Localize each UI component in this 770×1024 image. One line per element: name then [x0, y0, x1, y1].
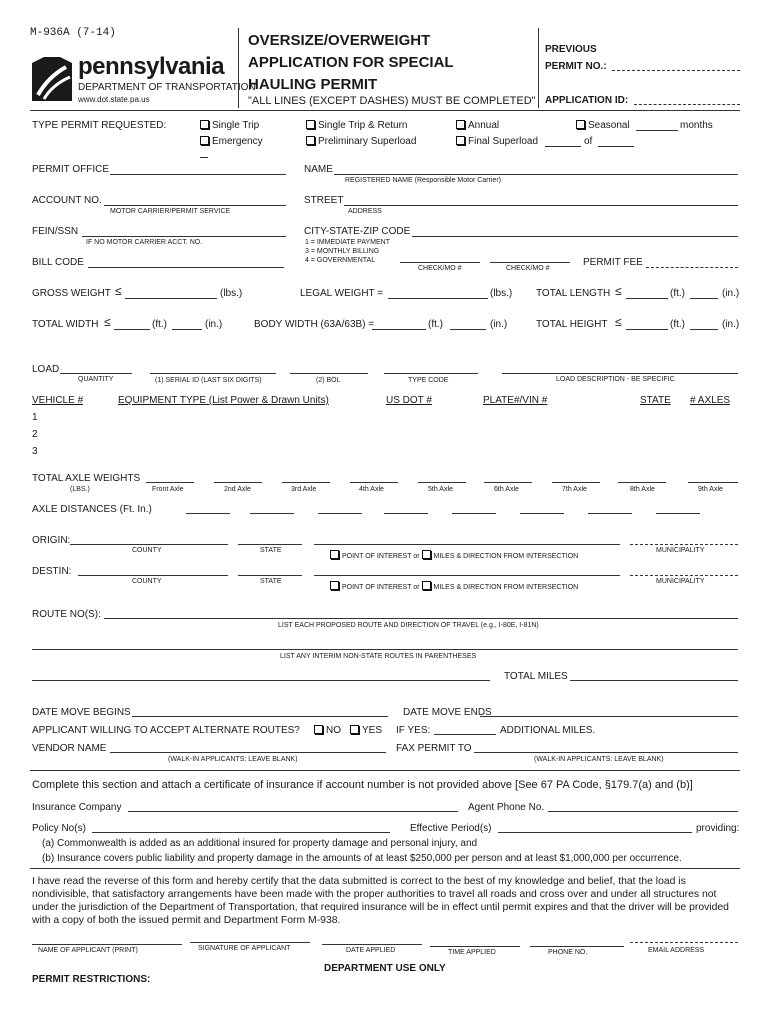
legal-weight-label: LEGAL WEIGHT =: [300, 288, 384, 299]
alternate-yes-checkbox[interactable]: [350, 725, 359, 734]
total-height-label: TOTAL HEIGHT: [536, 319, 608, 330]
providing-label: providing:: [696, 823, 740, 834]
policy-label: Policy No(s): [32, 823, 86, 834]
origin-municipality-field[interactable]: [630, 544, 738, 545]
if-no-account-hint: IF NO MOTOR CARRIER ACCT. NO.: [86, 239, 203, 246]
total-length-label: TOTAL LENGTH: [536, 288, 611, 299]
final-superload-field[interactable]: [545, 146, 581, 147]
destin-label: DESTIN:: [32, 566, 72, 577]
axle-label-8th: 8th Axle: [630, 486, 655, 493]
vehicle-row-1: 1: [32, 412, 38, 423]
axle-weight-field[interactable]: [214, 482, 262, 483]
insurance-bottom-rule: [30, 868, 740, 869]
type-code-field[interactable]: [384, 373, 478, 374]
single-trip-return-checkbox[interactable]: [306, 120, 315, 129]
signature-field[interactable]: [190, 942, 310, 943]
quantity-hint: QUANTITY: [78, 376, 114, 383]
vehicle-row-3: 3: [32, 446, 38, 457]
check-mo-2-label: CHECK/MO #: [506, 265, 550, 272]
destin-location-field[interactable]: [314, 575, 620, 576]
permit-office-label: PERMIT OFFICE: [32, 164, 110, 175]
ft-unit: (ft.): [428, 319, 443, 330]
seasonal-label: Seasonal: [588, 120, 630, 131]
additional-miles-field[interactable]: [434, 734, 496, 735]
check-mo-1-label: CHECK/MO #: [418, 265, 462, 272]
application-id-field[interactable]: [634, 104, 740, 105]
yes-label: YES: [362, 725, 383, 736]
preliminary-superload-checkbox[interactable]: [306, 136, 315, 145]
route-continued-field[interactable]: [32, 649, 738, 650]
vehicle-row-2: 2: [32, 429, 38, 440]
axle-label-5th: 5th Axle: [428, 486, 453, 493]
permit-fee-field[interactable]: [646, 267, 738, 268]
dash-mark: [200, 157, 208, 158]
axle-weight-field[interactable]: [484, 482, 532, 483]
axle-distance-field[interactable]: [656, 513, 700, 514]
agent-phone-label: Agent Phone No.: [468, 802, 545, 813]
origin-state-field[interactable]: [238, 544, 302, 545]
total-length-ft-field[interactable]: [626, 298, 668, 299]
in-unit: (in.): [722, 319, 740, 330]
route-nos-label: ROUTE NO(S):: [32, 609, 101, 620]
header-bottom-rule: [30, 110, 740, 111]
website: www.dot.state.pa.us: [78, 95, 150, 104]
alternate-no-option[interactable]: [314, 725, 341, 736]
or-label: or: [413, 553, 420, 560]
ft-unit: (ft.): [152, 319, 167, 330]
header-divider: [238, 28, 239, 108]
origin-label: ORIGIN:: [32, 535, 71, 546]
axle-distance-field[interactable]: [452, 513, 496, 514]
axle-distances-label: AXLE DISTANCES (Ft. In.): [32, 504, 152, 515]
axle-weight-field[interactable]: [282, 482, 330, 483]
total-width-label: TOTAL WIDTH: [32, 319, 99, 330]
destin-county-hint: COUNTY: [132, 578, 162, 585]
gross-weight-unit: (lbs.): [220, 288, 243, 299]
axle-weight-field[interactable]: [418, 482, 466, 483]
poi-label: POINT OF INTEREST: [342, 553, 412, 560]
emergency-checkbox[interactable]: [200, 136, 209, 145]
seasonal-months-field[interactable]: [636, 130, 678, 131]
single-trip-option[interactable]: [200, 120, 259, 131]
policy-field[interactable]: [92, 832, 390, 833]
phone-hint: PHONE NO.: [548, 949, 588, 956]
plate-vin-header: PLATE#/VIN #: [483, 395, 548, 406]
fein-ssn-field[interactable]: [82, 236, 286, 237]
axle-weight-field[interactable]: [618, 482, 666, 483]
in-unit: (in.): [490, 319, 508, 330]
motor-carrier-hint: MOTOR CARRIER/PERMIT SERVICE: [110, 208, 231, 215]
origin-miles-checkbox[interactable]: [422, 550, 431, 559]
axle-distance-field[interactable]: [186, 513, 230, 514]
destin-state-hint: STATE: [260, 578, 282, 585]
bol-hint: (2) BOL: [316, 377, 341, 384]
email-field[interactable]: [630, 942, 738, 943]
application-id-label: APPLICATION ID:: [545, 95, 629, 106]
ft-unit: (ft.): [670, 319, 685, 330]
registered-name-hint: REGISTERED NAME (Responsible Motor Carrier): [345, 177, 501, 184]
account-no-field[interactable]: [104, 205, 286, 206]
agent-phone-field[interactable]: [548, 811, 738, 812]
total-axle-weights-label: TOTAL AXLE WEIGHTS: [32, 473, 141, 484]
legal-weight-field[interactable]: [388, 298, 488, 299]
le-symbol: ≤: [104, 315, 111, 329]
certification-text: I have read the reverse of this form and hereby certify that the data submitted is correct to the best of my knowledge and belief, that the load is nondivisible, that satisfactory arrangements have been made with the proper authorities to travel all roads and cross over and under all structures not under the jurisdiction of the Department of Transportation, that required insurance will be in effect until permit expires and that the driver will be provided with a copy of both the issued permit and Department Form M-938.: [32, 876, 729, 926]
fein-ssn-label: FEIN/SSN: [32, 226, 79, 237]
title-line2: APPLICATION FOR SPECIAL: [248, 54, 454, 71]
destin-miles-checkbox[interactable]: [422, 581, 431, 590]
date-applied-field[interactable]: [322, 944, 422, 945]
route-nos-field[interactable]: [104, 618, 738, 619]
insurance-item-b: (b) Insurance covers public liability and property damage in the amounts of at least $250,000 per person and at least $1,000,000 per occurrence.: [42, 853, 682, 864]
preliminary-superload-label: Preliminary Superload: [318, 136, 417, 147]
total-height-ft-field[interactable]: [626, 329, 668, 330]
effective-period-label: Effective Period(s): [410, 823, 492, 834]
annual-checkbox[interactable]: [456, 120, 465, 129]
insurance-intro: Complete this section and attach a certificate of insurance if account number is not provided above [See 67 PA Code, §179.7(a) and (b)]: [32, 779, 693, 791]
final-superload-option[interactable]: [456, 136, 538, 147]
email-hint: EMAIL ADDRESS: [648, 947, 705, 954]
insurance-company-field[interactable]: [128, 811, 458, 812]
title-line1: OVERSIZE/OVERWEIGHT: [248, 32, 431, 49]
in-unit: (in.): [722, 288, 740, 299]
emergency-option[interactable]: [200, 136, 263, 147]
destin-municipality-field[interactable]: [630, 575, 738, 576]
us-dot-header: US DOT #: [386, 395, 432, 406]
or-label: or: [413, 584, 420, 591]
annual-option[interactable]: [456, 120, 499, 131]
phone-field[interactable]: [530, 946, 624, 947]
additional-miles-label: ADDITIONAL MILES.: [500, 725, 596, 736]
body-width-in-field[interactable]: [450, 329, 486, 330]
load-quantity-field[interactable]: [60, 373, 132, 374]
axle-weight-field[interactable]: [552, 482, 600, 483]
gross-weight-field[interactable]: [125, 298, 217, 299]
of-label: of: [584, 136, 593, 147]
list-interim-hint: LIST ANY INTERIM NON-STATE ROUTES IN PARENTHESES: [280, 653, 477, 660]
date-begins-field[interactable]: [132, 716, 388, 717]
type-code-hint: TYPE CODE: [408, 377, 449, 384]
date-ends-field[interactable]: [480, 716, 738, 717]
date-begins-label: DATE MOVE BEGINS: [32, 707, 131, 718]
miles-direction-label: MILES & DIRECTION FROM INTERSECTION: [433, 584, 579, 591]
permit-office-field[interactable]: [110, 174, 286, 175]
poi-label: POINT OF INTEREST: [342, 584, 412, 591]
months-label: months: [680, 120, 713, 131]
axle-label-front: Front Axle: [152, 486, 184, 493]
city-state-zip-field[interactable]: [412, 236, 738, 237]
date-ends-label: DATE MOVE ENDS: [403, 707, 492, 718]
final-superload-label: Final Superload: [468, 136, 539, 147]
single-trip-checkbox[interactable]: [200, 120, 209, 129]
bill-code-field[interactable]: [88, 267, 284, 268]
origin-location-field[interactable]: [314, 544, 620, 545]
le-symbol: ≤: [615, 284, 622, 298]
origin-county-field[interactable]: [70, 544, 228, 545]
if-yes-label: IF YES:: [396, 725, 431, 736]
legal-weight-unit: (lbs.): [490, 288, 513, 299]
axle-weight-field[interactable]: [350, 482, 398, 483]
effective-period-field[interactable]: [498, 832, 692, 833]
destin-state-field[interactable]: [238, 575, 302, 576]
origin-poi-option[interactable]: [330, 550, 578, 560]
total-miles-label: TOTAL MILES: [504, 671, 568, 682]
signature-hint: SIGNATURE OF APPLICANT: [198, 945, 291, 952]
origin-poi-checkbox[interactable]: [330, 550, 339, 559]
insurance-item-a: (a) Commonwealth is added as an additional insured for property damage and personal injury, and: [42, 838, 478, 849]
alternate-yes-option[interactable]: [350, 725, 382, 736]
final-superload-checkbox[interactable]: [456, 136, 465, 145]
department-use-label: DEPARTMENT USE ONLY: [324, 963, 446, 974]
axle-label-9th: 9th Axle: [698, 486, 723, 493]
vendor-name-field[interactable]: [110, 752, 386, 753]
fax-walkin-hint: (WALK-IN APPLICANTS: LEAVE BLANK): [534, 756, 664, 763]
name-label: NAME: [304, 164, 333, 175]
permit-restrictions-label: PERMIT RESTRICTIONS:: [32, 974, 151, 985]
vendor-name-label: VENDOR NAME: [32, 743, 107, 754]
address-hint: ADDRESS: [348, 208, 382, 215]
name-field[interactable]: [334, 174, 738, 175]
list-routes-hint: LIST EACH PROPOSED ROUTE AND DIRECTION OF TRAVEL (e.g., I-80E, I-81N): [278, 622, 539, 629]
axle-label-4th: 4th Axle: [359, 486, 384, 493]
destin-municipality-hint: MUNICIPALITY: [656, 578, 705, 585]
keystone-logo-icon: [30, 55, 74, 103]
account-no-label: ACCOUNT NO.: [32, 195, 102, 206]
origin-municipality-hint: MUNICIPALITY: [656, 547, 705, 554]
permit-fee-label: PERMIT FEE: [583, 257, 643, 268]
bill-code-label: BILL CODE: [32, 257, 84, 268]
insurance-top-rule: [30, 770, 740, 771]
bill-option-1: 1 = IMMEDIATE PAYMENT: [305, 239, 390, 246]
load-label: LOAD: [32, 364, 60, 375]
vehicle-no-header: VEHICLE #: [32, 395, 84, 406]
miles-direction-label: MILES & DIRECTION FROM INTERSECTION: [433, 553, 579, 560]
time-applied-hint: TIME APPLIED: [448, 949, 496, 956]
fax-permit-field[interactable]: [474, 752, 738, 753]
destin-poi-option[interactable]: [330, 581, 578, 591]
applicant-name-field[interactable]: [32, 944, 182, 945]
axle-distance-field[interactable]: [520, 513, 564, 514]
total-height-in-field[interactable]: [690, 329, 718, 330]
axle-distance-field[interactable]: [250, 513, 294, 514]
permit-no-label: PERMIT NO.:: [545, 61, 607, 72]
date-applied-hint: DATE APPLIED: [346, 947, 396, 954]
serial-id-hint: (1) SERIAL ID (LAST SIX DIGITS): [155, 377, 262, 384]
state-name: pennsylvania: [78, 53, 225, 80]
single-trip-return-label: Single Trip & Return: [318, 120, 408, 131]
axle-weight-field[interactable]: [146, 482, 194, 483]
alternate-no-checkbox[interactable]: [314, 725, 323, 734]
axle-distance-field[interactable]: [588, 513, 632, 514]
time-applied-field[interactable]: [430, 946, 520, 947]
previous-label: PREVIOUS: [545, 44, 597, 55]
state-header: STATE: [640, 395, 671, 406]
type-permit-label: TYPE PERMIT REQUESTED:: [32, 120, 167, 131]
no-label: NO: [326, 725, 341, 736]
preliminary-superload-option[interactable]: [306, 136, 416, 147]
check-mo-2-field[interactable]: [490, 262, 570, 263]
bill-option-2: 3 = MONTHLY BILLING: [305, 248, 380, 255]
total-width-ft-field[interactable]: [114, 329, 150, 330]
check-mo-1-field[interactable]: [400, 262, 480, 263]
gross-weight-label: GROSS WEIGHT: [32, 288, 111, 299]
header-divider-right: [538, 28, 539, 108]
total-miles-field[interactable]: [570, 680, 738, 681]
alternate-routes-label: APPLICANT WILLING TO ACCEPT ALTERNATE ROUTES?: [32, 725, 300, 736]
emergency-label: Emergency: [212, 136, 263, 147]
street-label: STREET: [304, 195, 344, 206]
le-symbol: ≤: [615, 315, 622, 329]
insurance-company-label: Insurance Company: [32, 802, 122, 813]
city-state-zip-label: CITY-STATE-ZIP CODE: [304, 226, 411, 237]
bill-option-3: 4 = GOVERNMENTAL: [305, 257, 376, 264]
axle-label-6th: 6th Axle: [494, 486, 519, 493]
street-field[interactable]: [344, 205, 738, 206]
fax-permit-label: FAX PERMIT TO: [396, 743, 472, 754]
axle-label-2nd: 2nd Axle: [224, 486, 251, 493]
applicant-name-hint: NAME OF APPLICANT (PRINT): [38, 947, 138, 954]
le-symbol: ≤: [115, 284, 122, 298]
axle-label-3rd: 3rd Axle: [291, 486, 317, 493]
department-name: DEPARTMENT OF TRANSPORTATION: [78, 82, 256, 93]
axle-distance-field[interactable]: [384, 513, 428, 514]
single-trip-return-option[interactable]: [306, 120, 408, 131]
origin-county-hint: COUNTY: [132, 547, 162, 554]
equipment-type-header: EQUIPMENT TYPE (List Power & Drawn Units): [118, 395, 329, 406]
annual-label: Annual: [468, 120, 500, 131]
axle-distance-field[interactable]: [318, 513, 362, 514]
axle-lbs-hint: (LBS.): [70, 486, 90, 493]
axles-header: # AXLES: [690, 395, 731, 406]
destin-county-field[interactable]: [78, 575, 228, 576]
body-width-ft-field[interactable]: [372, 329, 426, 330]
ft-unit: (ft.): [670, 288, 685, 299]
origin-state-hint: STATE: [260, 547, 282, 554]
axle-weight-field[interactable]: [688, 482, 738, 483]
total-length-in-field[interactable]: [690, 298, 718, 299]
destin-poi-checkbox[interactable]: [330, 581, 339, 590]
title-line3: HAULING PERMIT: [248, 76, 378, 93]
single-trip-label: Single Trip: [212, 120, 260, 131]
load-description-hint: LOAD DESCRIPTION - BE SPECIFIC: [556, 376, 675, 383]
in-unit: (in.): [205, 319, 223, 330]
form-number: M-936A (7-14): [30, 27, 116, 39]
axle-label-7th: 7th Axle: [562, 486, 587, 493]
serial-id-field[interactable]: [150, 373, 276, 374]
seasonal-option[interactable]: [576, 120, 630, 131]
seasonal-checkbox[interactable]: [576, 120, 585, 129]
route-extra-field[interactable]: [32, 680, 490, 681]
body-width-label: BODY WIDTH (63A/63B) =: [254, 319, 375, 330]
of-field[interactable]: [598, 146, 634, 147]
vendor-walkin-hint: (WALK-IN APPLICANTS: LEAVE BLANK): [168, 756, 298, 763]
load-description-field[interactable]: [502, 373, 738, 374]
bol-field[interactable]: [290, 373, 368, 374]
previous-permit-no-field[interactable]: [612, 70, 740, 71]
total-width-in-field[interactable]: [172, 329, 202, 330]
subtitle: "ALL LINES (EXCEPT DASHES) MUST BE COMPLETED": [248, 95, 536, 107]
